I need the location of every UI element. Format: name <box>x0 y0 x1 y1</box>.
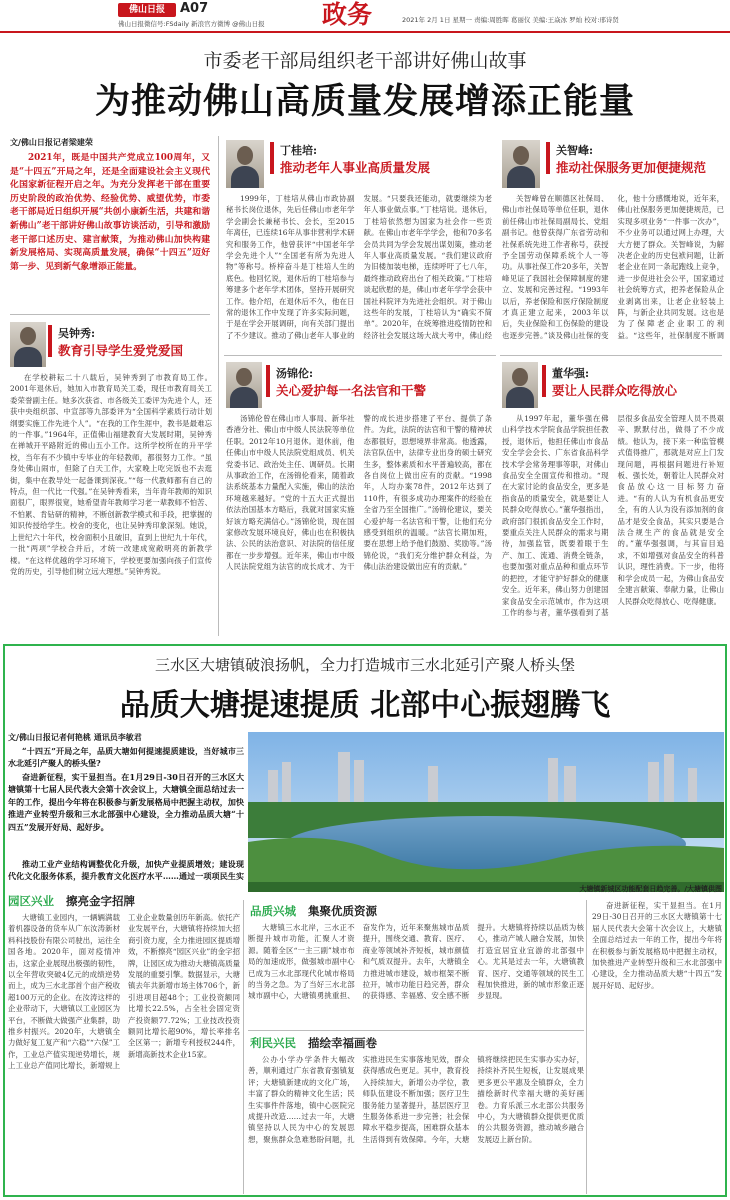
section-header-ding <box>270 142 490 176</box>
bottom-lead-bold: “十四五”开局之年，品质大塘如何提速提质建设，当好城市三水北延引产聚人的桥头堡? <box>8 746 244 769</box>
article-body-tang: 汤锦伦曾在佛山市人事局、新华社香港分社、佛山市中级人民法院等单位任职。2012年10月退休。退休前，他任佛山市中级人民法院党组成员、机关党委书记、政治处主任、调研员。长期从事政治工作，在汤锦伦看来，随着政法系统基本力量配入实施，佛山的法治环境越来越好。“党的十五大正式提出依法治国基本方略后，我就对国家实施好该方略充满信心。”汤锦伦说，现在国家修改发展环境良好，佛山也在积极执法、公民的法治意识、对法院的信任度都在一步步增强。近年来，佛山市中级人民法院党组为法官的成长成才、为干警的成长进步搭建了平台、提供了条件。为此，法院的法官和干警的精神状态都很好，思想境界非常高。他透露，法官队伍中，法律专业出身的硕士研究生多，整体素质和水平普遍较高，都在各自岗位上做出应有的贡献。“1998年，人均办案78件，2012年达到了110件，有很多成功办理案件的经验在全省乃至全国推广。”汤锦伦建议，要关心爱护每一名法官和干警，让他们充分感受到组织的温暖。“法官长期加班，要在思想上给予他们鼓励、奖励等。”汤锦伦说，“我们充分维护群众利益，为佛山法治建设做出应有的贡献。” <box>226 414 492 572</box>
bottom-headline: 品质大塘提速提质 北部中心振翅腾飞 <box>119 688 611 723</box>
masthead-logo: 佛山日报 <box>118 3 176 17</box>
section-title: 推动老年人事业高质量发展 <box>280 160 431 175</box>
section-title: 关心爱护每一名法官和干警 <box>276 383 427 398</box>
bottom-body-people: 公办小学办学条件大幅改善，顺利通过广东省教育强镇复评；大塘镇新建成的文化广场，丰富了群众的精神文化生活；民生实事件件落地，镇中心医院完成提升改造……过去一年，大塘镇坚持以人民为中心的发展思想，聚焦群众急难愁盼问题，扎实推进民生实事落地见效，群众获得感成色更足。其中，教育投入持续加大，新增公办学位，教师队伍建设不断加强；医疗卫生服务能力显著提升，基层医疗卫生服务体系进一步完善；社会保障水平稳步提高，困难群众基本生活得到有效保障。今年，大塘镇将继续把民生实事办实办好，持续补齐民生短板，让发展成果更多更公平惠及全镇群众，全力描绘新时代幸福大塘的美好画卷。力育乐派三水北部公共服务中心，为大塘镇群众提供更优质的公共服务资源，推动城乡融合发展迈上新台阶。 <box>248 1055 584 1144</box>
section-title: 擦亮金字招牌 <box>66 894 136 908</box>
portrait-guan <box>502 140 540 188</box>
article-body-dong: 从1997年起，董华强在佛山科学技术学院食品学院担任教授，退休后，他担任佛山市食品安全学会会长、广东省食品科学技术学会常务理事等职，对佛山食品安全全面宣传和推动。“现在大家讨论的食品安全，更多是指食品的质量安全，就是要让人民群众吃得放心。”董华强指出，政府部门很抓食品安全工作时，要重点关注人民群众的需求与期待，加强监管，既要着眼于生产、加工、流通、消费全链条，也要加强对重点品种和重点环节的把控，才能守护好群众的健康安全。近年来，佛山努力创建国家食品安全示范城市，作为这项工作的参与者，董华强看到了基层很多食品安全管理人员不畏艰辛、默默付出，做得了不少成绩。他认为，接下来一种监管模式值得推广，那就是对应上门发现问题，再根据问题进行补短板、强长处，朝着让人民群众对食品放心这一目标努力奋进。“有的人认为有机食品更安全，有的人认为没有添加剂的食品才是安全食品，其实只要是合法合规生产的食品就是安全的。”董华强强调，与其盲目追求，不如增强对食品安全的科普认识，理性消费。下一步，他将和学会成员一起，为佛山食品安全建言献策、奉献力量，让佛山人民群众吃得放心、吃得健康。 <box>502 414 724 617</box>
row-separator <box>10 314 210 315</box>
bottom-body-industry: 大塘镇工业园内，一辆辆满载着机器设备的货车从广东汝涛新材料科技股份有限公司驶出，运往全国各地。2020年，面对疫情冲击，这家企业展现出极强的韧性，以全年营收突破4亿元的成绩逆势而上，成为三水北部首个亩产税收超100万元的企业。在汝涛这样的企业带动下，大塘镇以工业园区为平台，不断做大做强产业集群，助推乡村振兴。2020年，大塘镇全力做好复工复产和“六稳”“六保”工作，工业总产值实现逆势增长，规上工业总产值同比增长，新增规上工业企业数量创历年新高。依托产业发展平台，大塘镇将持续加大招商引资力度，全力推进园区提质增效，不断擦亮“园区兴业”的金字招牌，让园区成为推动大塘镇高质量发展的重要引擎。数据显示，大塘镇去年共新增市场主体706个，新引进项目超48个；工业投资额同比增长22.5%，占全社会固定资产投资额77.72%；工业技改投资额同比增长超90%，增长率排名全区第一；新增专利授权244件，新增高新技术企业15家。 <box>8 913 240 1071</box>
photo-caption: 大塘镇新城区功能配套日趋完善。/大塘镇供图 <box>579 885 722 893</box>
bottom-section-header-city <box>250 903 377 919</box>
section-tag: 园区兴业 <box>8 894 54 908</box>
town-photo <box>248 732 724 892</box>
person-name: 董华强: <box>552 367 590 380</box>
bottom-body-right: 奋进新征程，实干显担当。在1月29日-30日召开的三水区大塘镇第十七届人民代表大会第十次会议上，大塘镇全面总结过去一年的工作，提出今年将在积极参与新发展格局中把握主动权，加快推进产业转型升级和三水北部强中心建设，全力推动品质大塘“十四五”发展开好局、起好步。 <box>592 901 722 990</box>
masthead-email: 佛山日报微信号:FSdaily 新浪官方微博 @佛山日报 <box>118 20 265 28</box>
row-separator <box>248 1030 584 1031</box>
bottom-section-header-industry <box>8 893 135 909</box>
row-separator <box>500 355 722 356</box>
person-name: 吴钟秀: <box>58 327 96 340</box>
person-name: 汤锦伦: <box>276 367 314 380</box>
date-line: 2021年 2月 1日 星期一 责编:周胜晖 葛丽仪 美编:王焱冰 罗灿 校对:邢诗贤 <box>402 16 619 24</box>
col-separator <box>243 900 244 1194</box>
top-byline: 文/佛山日报记者梁建荣 <box>10 137 93 147</box>
section-tag: 利民兴民 <box>250 1036 296 1050</box>
top-headline: 为推动佛山高质量发展增添正能量 <box>94 81 635 122</box>
portrait-dong <box>502 362 538 408</box>
article-body-guan: 关智峰曾在顺德区社保局、佛山市社保局等单位任职，退休前任佛山市社保局副局长、党组副书记。他曾获得广东省劳动和社保系统先进工作者称号，获授予全国劳动保障系统个人一等功。从事社保工作20多年，关智峰见证了我国社会保障制度的建立、发展和完善过程。“1993年以后，养老保险和医疗保险制度才真正建立起来，2003年以后，失业保险和工伤保险的建设也逐步完善。”谈及佛山社保的变化，他十分感慨地说，近年来，佛山社保服务更加便捷规范，已实现多项业务“一件事一次办”，不少业务可以通过网上办理，大大方便了群众。关智峰说，为解决老企业的历史包袱问题，让新老企业在同一条起跑线上竞争，进一步促进社会公平，国家通过社会统筹方式，把养老保险从企业剥离出来，让老企业轻装上阵，与新企业共同发展。这也是为了保障老企业职工的利益。“这些年，社保制度不断调 <box>502 194 724 340</box>
masthead-rule <box>0 31 730 33</box>
section-title: 推动社保服务更加便捷规范 <box>556 160 707 175</box>
section-header-dong <box>542 365 722 399</box>
portrait-tang <box>226 362 262 408</box>
bottom-byline: 文/佛山日报记者何艳桃 通讯员李敏君 <box>8 732 142 742</box>
row-separator <box>224 355 496 356</box>
section-title: 要让人民群众吃得放心 <box>552 383 678 398</box>
section-header-guan <box>546 142 726 176</box>
bottom-section-header-people <box>250 1035 377 1051</box>
person-name: 关智峰: <box>556 144 594 157</box>
page-number: A07 <box>180 1 209 16</box>
bottom-lead: 奋进新征程，实干显担当。在1月29日-30日召开的三水区大塘镇第十七届人民代表大会第十次会议上，大塘镇全面总结过去一年的工作，提出今年将在积极参与新发展格局中把握主动权，加快推进产业转型升级和三水北部强中心建设，全力推动品质大塘“十四五”发展开好局、起好步。 <box>8 772 244 832</box>
section-title: 描绘幸福画卷 <box>308 1036 378 1050</box>
top-kicker: 市委老干部局组织老干部讲好佛山故事 <box>203 50 527 72</box>
bottom-lead-bold2: 推动工业产业结构调整优化升级，加快产业提质增效；建设现代化文化服务体系，提升教育文化医疗水平……通过一项项民生实 <box>8 859 244 882</box>
bottom-kicker: 三水区大塘镇破浪扬帆，全力打造城市三水北延引产聚人桥头堡 <box>154 656 575 674</box>
col-separator <box>218 136 219 636</box>
section-header-tang <box>266 365 486 399</box>
portrait-ding <box>226 140 264 188</box>
section-header-wu <box>48 325 218 359</box>
bottom-body-city: 大塘镇三水北岸，三水正不断提升城市功能，汇聚人才资源。随着全区“一主三副”城市布局的加速成形，做强城市副中心已成为三水北部现代化城市格局的当务之急。为了当好三水北部城市副中心，大塘镇勇挑重担、奋发作为，近年来聚焦城市品质提升，围绕交通、教育、医疗、商业等领域补齐短板，城市颜值和气质双提升。去年，大塘镇全力推进城市建设，城市框架不断拉开，城市功能日趋完善，群众的获得感、幸福感、安全感不断提升。大塘镇将持续以品质为核心，推动产城人融合发展，加快打造宜居宜业宜游的北部强中心。尤其是过去一年，大塘镇教育、医疗、交通等领域的民生工程加快推进，新的城市形象正逐步显现。 <box>248 923 584 1001</box>
col-separator <box>586 900 587 1194</box>
article-body-ding: 1999年，丁桂培从佛山市政协副秘书长岗位退休，先后任佛山市老年学学会副会长兼秘书长、会长，至2015年离任，已连续16年从事非营利学术研究和服务工作，他曾获评“中国老年学学会先进个人”“全国老有所为先进人物”等称号。桥梓奋斗是丁桂培人生的底色。他回忆说，退休后的丁桂培参与筹建多个老年学术团体，坚持开展研究工作。他介绍，在退休后不久，他在日常的退休工作中发现了许多实际问题，于是在学会开展调研，向有关部门提出了不少建议。推动了佛山老年人事业的发展。“只要我还能动，就要继续为老年人事业做点事。”丁桂培说。退休后，丁桂培依然想为国家为社会作一些贡献。在佛山市老年学学会，他和70多名会员共同为学会发展出谋划策，推动老年人事业高质量发展。“我们建议政府为旧楼加装电梯，连续呼吁了七八年，最终推动政府出台了相关政策。”丁桂培谈起欣慰的是，佛山市老年学学会获中国社科院评为先进社会组织。对于佛山这些年的发展，丁桂培认为“确实不简单”。2020年，在统筹推进疫情防控和经济社会发展这场大战大考中，佛山经 <box>226 194 492 340</box>
person-name: 丁桂培: <box>280 144 318 157</box>
top-lead: 2021年，既是中国共产党成立100周年，又是“十四五”开局之年，还是全面建设社会主义现代化国家新征程开启之年。为充分发挥老干部在重要历史阶段的政治优势、经验优势、威望优势，市委老干部局近日组织开展“共创小康新生活，共建和谐新佛山”老干部讲好佛山故事访谈活动，引导和激励老干部口述历史、建言献策，为推动佛山加快构建新发展格局、实现高质量发展，确保“十四五”迈好第一步、见到新气象增添正能量。 <box>10 153 210 272</box>
portrait-wu <box>10 322 46 367</box>
section-tag: 品质兴城 <box>250 904 296 918</box>
section-title: 集聚优质资源 <box>308 904 378 918</box>
article-body-wu: 在学校耕耘二十八载后，吴钟秀到了市教育局工作。2001年退休后，她加入市教育局关工委，现任市教育局关工委荣誉副主任。她多次获省、市各级关工委评为先进个人，还获中央组织部、中宣部等九部委评为“全国科学素质行动计划纲要实施工作先进个人”。“在我的工作生涯中，教书是最难忘的一件事。”1964年，正值佛山福建教育大发展时期，吴钟秀在禅城开平路附近的佛山五小工作。这所学校所在的升平学校，当年有不少镇中专毕业的年轻教师，都很努力工作。“虽身处佛山闹市，但除了白天工作，大家晚上吃完饭也不去逛街，集中在教导处一起备课到深夜。”“每一代教师都有自己的特点，但一代比一代强。”在吴钟秀看来，当年青年教师的知识面很广，眼界很宽，她希望青年教师学习老一辈教师不怕苦、不怕累、肯钻研的精神，不断创新教学模式和手段，把掌握的知识传授给学生。校舍的变化，也让吴钟秀印象深刻。她说，上世纪六十年代，校舍面积小且破旧，直到上世纪九十年代，一批“两项”学校合并后，才统一改建成宽敞明亮的新教学楼。“在这样优越的学习环境下，学校更要加强向孩子们宣传党的历史，引导他们树立远大理想。”吴钟秀说。 <box>10 373 212 576</box>
section-title: 教育引导学生爱党爱国 <box>58 343 184 358</box>
section-name: 政务 <box>322 0 373 29</box>
masthead <box>0 0 730 32</box>
town-photo-image <box>248 732 724 892</box>
